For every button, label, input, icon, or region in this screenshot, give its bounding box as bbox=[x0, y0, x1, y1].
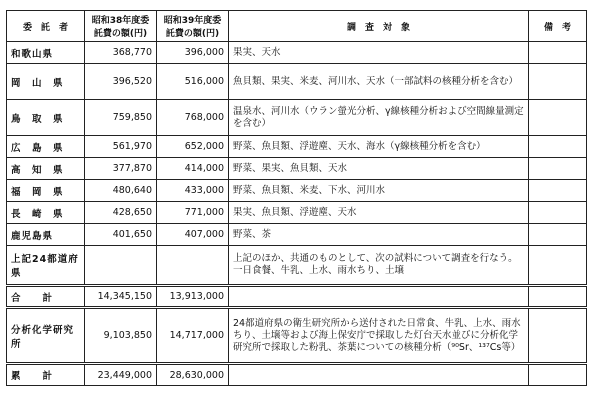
survey-subject: 温泉水、河川水（ウラン螢光分析、γ線核種分析および空間線量測定を含む） bbox=[229, 100, 529, 136]
survey-subject: 魚貝類、果実、米麦、河川水、天水（一部試料の核種分析を含む） bbox=[229, 64, 529, 100]
fy38-amount: 23,449,000 bbox=[85, 364, 157, 386]
table-row bbox=[7, 224, 587, 246]
table-row bbox=[7, 180, 587, 202]
table-row bbox=[7, 246, 587, 286]
fy38-amount: 9,103,850 bbox=[85, 308, 157, 364]
note-cell bbox=[529, 180, 587, 202]
note-cell bbox=[529, 224, 587, 246]
survey-subject: 24都道府県の衛生研究所から送付された日常食、牛乳、上水、雨水ちり、土壌等および海上保安庁で採取した灯台天水並びに分析化学研究所で採取した粉乳、茶葉についての核種分析（⁹⁰Sr、¹³⁷Cs等） bbox=[229, 308, 529, 364]
note-cell bbox=[529, 308, 587, 364]
table-row bbox=[7, 158, 587, 180]
fy39-amount: 14,717,000 bbox=[157, 308, 229, 364]
survey-subject bbox=[229, 364, 529, 386]
table-row bbox=[7, 100, 587, 136]
table-row bbox=[7, 136, 587, 158]
fy38-amount: 428,650 bbox=[85, 202, 157, 224]
header-row bbox=[7, 11, 587, 42]
fy38-amount bbox=[85, 246, 157, 286]
table-row bbox=[7, 308, 587, 364]
col-header-notes: 備 考 bbox=[529, 11, 587, 42]
survey-subject bbox=[229, 286, 529, 308]
table-row bbox=[7, 42, 587, 64]
note-cell bbox=[529, 64, 587, 100]
fy39-amount: 407,000 bbox=[157, 224, 229, 246]
table-row bbox=[7, 64, 587, 100]
fy39-amount: 516,000 bbox=[157, 64, 229, 100]
entity-name: 福 岡 県 bbox=[7, 180, 85, 202]
fy39-amount: 13,913,000 bbox=[157, 286, 229, 308]
fy38-amount: 759,850 bbox=[85, 100, 157, 136]
entity-name: 鳥 取 県 bbox=[7, 100, 85, 136]
col-header-subject: 調 査 対 象 bbox=[229, 11, 529, 42]
note-cell bbox=[529, 158, 587, 180]
fy39-amount: 768,000 bbox=[157, 100, 229, 136]
note-cell bbox=[529, 286, 587, 308]
entity-name: 鹿児島県 bbox=[7, 224, 85, 246]
entity-name: 累 計 bbox=[7, 364, 85, 386]
fy39-amount bbox=[157, 246, 229, 286]
fy38-amount: 368,770 bbox=[85, 42, 157, 64]
fy39-amount: 28,630,000 bbox=[157, 364, 229, 386]
table-row bbox=[7, 202, 587, 224]
note-cell bbox=[529, 364, 587, 386]
fy38-amount: 377,870 bbox=[85, 158, 157, 180]
survey-subject: 野菜、魚貝類、浮遊塵、天水、海水（γ線核種分析を含む） bbox=[229, 136, 529, 158]
note-cell bbox=[529, 246, 587, 286]
entity-name: 分析化学研究所 bbox=[7, 308, 85, 364]
note-cell bbox=[529, 100, 587, 136]
survey-subject: 野菜、茶 bbox=[229, 224, 529, 246]
note-cell bbox=[529, 136, 587, 158]
entity-name: 岡 山 県 bbox=[7, 64, 85, 100]
fy38-amount: 396,520 bbox=[85, 64, 157, 100]
fy39-amount: 433,000 bbox=[157, 180, 229, 202]
fy39-amount: 652,000 bbox=[157, 136, 229, 158]
col-header-entity: 委 託 者 bbox=[7, 11, 85, 42]
table-row bbox=[7, 364, 587, 386]
col-header-fy38: 昭和38年度委託費の額(円) bbox=[85, 11, 157, 42]
fy39-amount: 396,000 bbox=[157, 42, 229, 64]
entity-name: 合 計 bbox=[7, 286, 85, 308]
budget-table bbox=[6, 10, 587, 386]
note-cell bbox=[529, 42, 587, 64]
table-row bbox=[7, 286, 587, 308]
survey-subject: 上記のほか、共通のものとして、次の試料について調査を行なう。一日食餐、牛乳、上水、雨水ちり、土壌 bbox=[229, 246, 529, 286]
entity-name: 高 知 県 bbox=[7, 158, 85, 180]
survey-subject: 果実、天水 bbox=[229, 42, 529, 64]
entity-name: 和歌山県 bbox=[7, 42, 85, 64]
survey-subject: 果実、魚貝類、浮遊塵、天水 bbox=[229, 202, 529, 224]
fy39-amount: 414,000 bbox=[157, 158, 229, 180]
survey-subject: 野菜、魚貝類、米麦、下水、河川水 bbox=[229, 180, 529, 202]
survey-subject: 野菜、果実、魚貝類、天水 bbox=[229, 158, 529, 180]
fy38-amount: 561,970 bbox=[85, 136, 157, 158]
fy38-amount: 401,650 bbox=[85, 224, 157, 246]
entity-name: 上記24都道府県 bbox=[7, 246, 85, 286]
fy39-amount: 771,000 bbox=[157, 202, 229, 224]
entity-name: 長 崎 県 bbox=[7, 202, 85, 224]
note-cell bbox=[529, 202, 587, 224]
fy38-amount: 14,345,150 bbox=[85, 286, 157, 308]
col-header-fy39: 昭和39年度委託費の額(円) bbox=[157, 11, 229, 42]
entity-name: 広 島 県 bbox=[7, 136, 85, 158]
fy38-amount: 480,640 bbox=[85, 180, 157, 202]
